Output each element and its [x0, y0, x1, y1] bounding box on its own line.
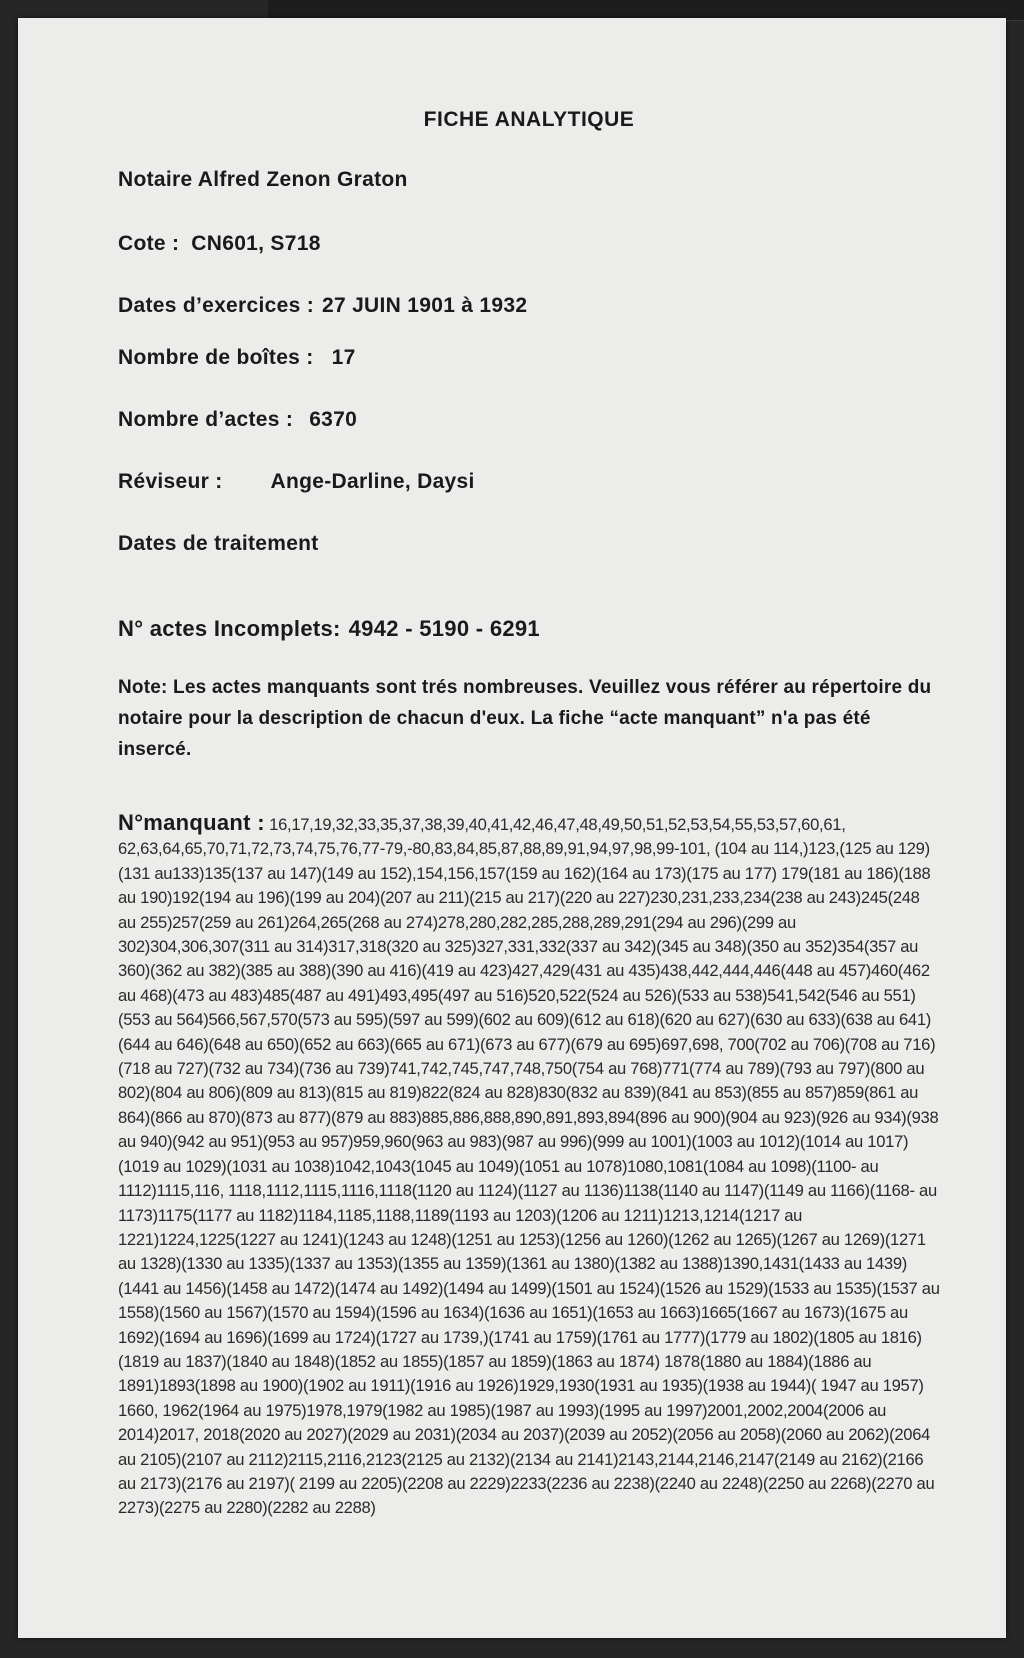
nombre-actes-label: Nombre d’actes :	[118, 408, 294, 431]
cote-label: Cote :	[118, 232, 180, 255]
nombre-boites-value: 17	[331, 346, 356, 369]
dates-exercices-label: Dates d’exercices :	[118, 294, 314, 317]
dates-exercices-value: 27 JUIN 1901 à 1932	[321, 294, 528, 317]
nombre-boites-line	[118, 346, 940, 370]
document-content	[118, 108, 940, 1521]
reviseur-value: Ange-Darline, Daysi	[270, 470, 475, 493]
actes-incomplets-label: N° actes Incomplets:	[118, 616, 341, 641]
note-paragraph: Note: Les actes manquants sont trés nombreuses. Veuillez vous référer au répertoire du notaire pour la description de chacun d'eux. La fiche “acte manquant” n'a pas été insercé.	[118, 677, 932, 760]
missing-acts-block	[118, 811, 940, 1521]
cote-value: CN601, S718	[191, 232, 321, 255]
notaire-line: Notaire Alfred Zenon Graton	[118, 168, 408, 191]
nombre-actes-value: 6370	[309, 408, 358, 431]
reviseur-label: Réviseur :	[118, 470, 223, 493]
missing-acts-label: N°manquant :	[118, 810, 265, 835]
actes-incomplets-value: 4942 - 5190 - 6291	[348, 616, 540, 641]
actes-incomplets-line	[118, 616, 940, 642]
document-sheet	[18, 18, 1006, 1638]
nombre-actes-line	[118, 408, 940, 432]
dates-traitement-line: Dates de traitement	[118, 532, 319, 555]
document-title: FICHE ANALYTIQUE	[423, 108, 635, 131]
nombre-boites-label: Nombre de boîtes :	[118, 346, 314, 369]
dates-exercices-line	[118, 294, 940, 318]
missing-acts-list: 16,17,19,32,33,35,37,38,39,40,41,42,46,47,48,49,50,51,52,53,54,55,53,57,60,61, 62,63,64,65,70,71,72,73,74,75,76,77-79,-80,83,84,85,87,88,89,91,94,97,98,99-101, (104 au 114,)123,(125 au 129)(131 au133)135(137 au 147)(149 au 152),154,156,157(159 au 162)(164 au 173)(175 au 177) 179(181 au 186)(188 au 190)192(194 au 196)(199 au 204)(207 au 211)(215 au 217)(220 au 227)230,231,233,234(238 au 243)245(248 au 255)257(259 au 261)264,265(268 au 274)278,280,282,285,288,289,291(294 au 296)(299 au 302)304,306,307(311 au 314)317,318(320 au 325)327,331,332(337 au 342)(345 au 348)(350 au 352)354(357 au 360)(362 au 382)(385 au 388)(390 au 416)(419 au 423)427,429(431 au 435)438,442,444,446(448 au 457)460(462 au 468)(473 au 483)485(487 au 491)493,495(497 au 516)520,522(524 au 526)(533 au 538)541,542(546 au 551)(553 au 564)566,567,570(573 au 595)(597 au 599)(602 au 609)(612 au 618)(620 au 627)(630 au 633)(638 au 641)(644 au 646)(648 au 650)(652 au 663)(665 au 671)(673 au 677)(679 au 695)697,698, 700(702 au 706)(708 au 716)(718 au 727)(732 au 734)(736 au 739)741,742,745,747,748,750(754 au 768)771(774 au 789)(793 au 797)(800 au 802)(804 au 806)(809 au 813)(815 au 819)822(824 au 828)830(832 au 839)(841 au 853)(855 au 857)859(861 au 864)(866 au 870)(873 au 877)(879 au 883)885,886,888,890,891,893,894(896 au 900)(904 au 923)(926 au 934)(938 au 940)(942 au 951)(953 au 957)959,960(963 au 983)(987 au 996)(999 au 1001)(1003 au 1012)(1014 au 1017)(1019 au 1029)(1031 au 1038)1042,1043(1045 au 1049)(1051 au 1078)1080,1081(1084 au 1098)(1100- au 1112)1115,116, 1118,1112,1115,1116,1118(1120 au 1124)(1127 au 1136)1138(1140 au 1147)(1149 au 1166)(1168- au 1173)1175(1177 au 1182)1184,1185,1188,1189(1193 au 1203)(1206 au 1211)1213,1214(1217 au 1221)1224,1225(1227 au 1241)(1243 au 1248)(1251 au 1253)(1256 au 1260)(1262 au 1265)(1267 au 1269)(1271 au 1328)(1330 au 1335)(1337 au 1353)(1355 au 1359)(1361 au 1380)(1382 au 1388)1390,1431(1433 au 1439)(1441 au 1456)(1458 au 1472)(1474 au 1492)(1494 au 1499)(1501 au 1524)(1526 au 1529)(1533 au 1535)(1537 au 1558)(1560 au 1567)(1570 au 1594)(1596 au 1634)(1636 au 1651)(1653 au 1663)1665(1667 au 1673)(1675 au 1692)(1694 au 1696)(1699 au 1724)(1727 au 1739,)(1741 au 1759)(1761 au 1777)(1779 au 1802)(1805 au 1816)(1819 au 1837)(1840 au 1848)(1852 au 1855)(1857 au 1859)(1863 au 1874) 1878(1880 au 1884)(1886 au 1891)1893(1898 au 1900)(1902 au 1911)(1916 au 1926)1929,1930(1931 au 1935)(1938 au 1944)( 1947 au 1957) 1660, 1962(1964 au 1975)1978,1979(1982 au 1985)(1987 au 1993)(1995 au 1997)2001,2002,2004(2006 au 2014)2017, 2018(2020 au 2027)(2029 au 2031)(2034 au 2037)(2039 au 2052)(2056 au 2058)(2060 au 2062)(2064 au 2105)(2107 au 2112)2115,2116,2123(2125 au 2132)(2134 au 2141)2143,2144,2146,2147(2149 au 2162)(2166 au 2173)(2176 au 2197)( 2199 au 2205)(2208 au 2229)2233(2236 au 2238)(2240 au 2248)(2250 au 2268)(2270 au 2273)(2275 au 2280)(2282 au 2288)	[118, 815, 940, 1518]
reviseur-line	[118, 470, 940, 494]
cote-line	[118, 232, 940, 256]
